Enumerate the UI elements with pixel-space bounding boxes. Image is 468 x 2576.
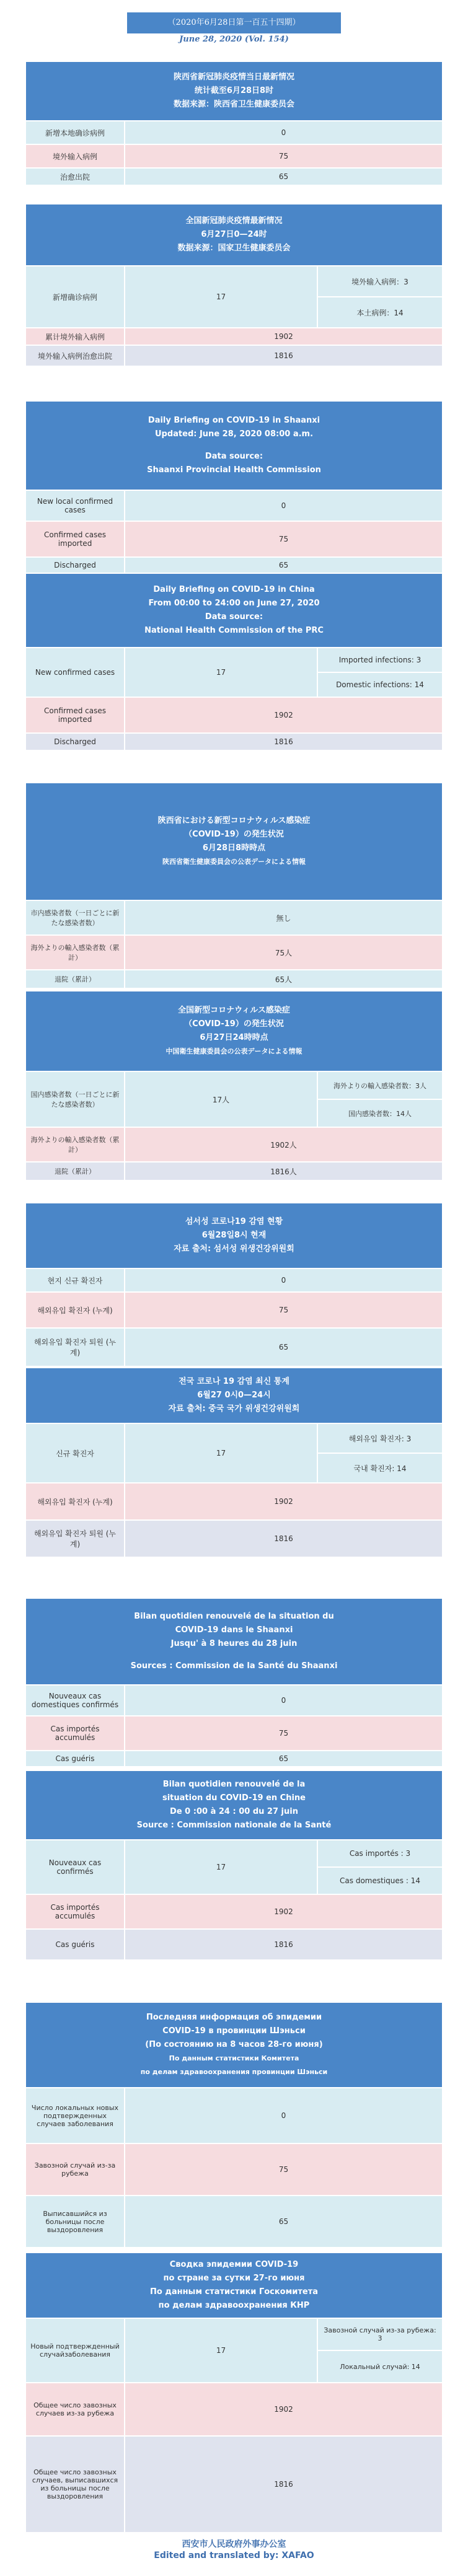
table-row: Discharged 1816 [26, 734, 442, 751]
zh-china-header: 全国新冠肺炎疫情最新情况 6月27日0—24时 数据来源：国家卫生健康委员会 [26, 204, 442, 266]
table-row: 治愈出院 65 [26, 169, 442, 186]
table-row: Новый подтвержденный случайзаболевания 17 Завозной случай из-за рубежа: 3 Локальный случай: 14 [26, 2319, 442, 2383]
table-row: Confirmed cases imported 1902 [26, 698, 442, 734]
ko-shaanxi-header: 섬서성 코로나19 감염 현황 6월28일8시 현재 자료 출처: 섬서성 위생건강위원회 [26, 1203, 442, 1269]
table-row: New local confirmed cases 0 [26, 491, 442, 522]
ru-shaanxi-header: Последняя информация об эпидемии COVID-19 в провинции Шэньси (По состоянию на 8 часов 28-го июня) По данным статистики Комитета по делам здравоохранения провинции Шэньси [26, 2003, 442, 2088]
table-row: Выписавшийся из больницы после выздоровления 65 [26, 2196, 442, 2248]
en-shaanxi-header: Daily Briefing on COVID-19 in Shaanxi Updated: June 28, 2020 08:00 a.m. Data source: Shaanxi Provincial Health Commission [26, 402, 442, 491]
table-row: Cas importés accumulés 75 [26, 1717, 442, 1751]
table-row: 新增确诊病例 17 境外输入病例：3 本土病例：14 [26, 266, 442, 328]
en-china-section [26, 574, 442, 751]
table-row: New confirmed cases 17 Imported infections: 3 Domestic infections: 14 [26, 648, 442, 698]
table-row: Общее число завозных случаев, выписавшихся из больницы после выздоровления 1816 [26, 2437, 442, 2533]
table-row: Число локальных новых подтвержденных случаев заболевания 0 [26, 2088, 442, 2144]
table-row: Nouveaux cas confirmés 17 Cas importés : 3 Cas domestiques : 14 [26, 1840, 442, 1895]
zh-china-section [26, 204, 442, 367]
ja-china-section [26, 991, 442, 1181]
office-name: 西安市人民政府外事办公室 [182, 2539, 286, 2549]
ko-china-header: 전국 코로나 19 감염 최신 통계 6월27 0시0—24시 자료 출처: 중국 국가 위생건강위원회 [26, 1368, 442, 1424]
issue-title: （2020年6月28日第一百五十四期） [127, 12, 341, 33]
table-row: 해외유입 확진자 (누계) 75 [26, 1293, 442, 1329]
fr-shaanxi-section [26, 1599, 442, 1767]
table-row: Cas guéris 1816 [26, 1930, 442, 1961]
table-row: 境外输入病例治愈出院 1816 [26, 346, 442, 367]
ru-china-header: Сводка эпидемии COVID-19 по стране за сутки 27-го июня По данным статистики Госкомитета по делам здравоохранения КНР [26, 2253, 442, 2319]
table-row: 退院（累計） 1816人 [26, 1163, 442, 1181]
en-china-header: Daily Briefing on COVID-19 in China From 00:00 to 24:00 on June 27, 2020 Data source: National Health Commission of the PRC [26, 574, 442, 648]
table-row: Cas guéris 65 [26, 1751, 442, 1767]
fr-shaanxi-header: Bilan quotidien renouvelé de la situation du COVID-19 dans le Shaanxi Jusqu' à 8 heures du 28 juin Sources : Commission de la Santé du Shaanxi [26, 1599, 442, 1686]
fr-china-header: Bilan quotidien renouvelé de la situation du COVID-19 en Chine De 0 :00 à 24 : 00 du 27 juin Source : Commission nationale de la Santé [26, 1771, 442, 1840]
table-row: Cas importés accumulés 1902 [26, 1895, 442, 1930]
table-row: 新增本地确诊病例 0 [26, 121, 442, 145]
ja-china-header: 全国新型コロナウィルス感染症 （COVID-19）の発生状況 6月27日24時時点 中国衛生健康委員会の公表データによる情報 [26, 991, 442, 1072]
table-row: 累计境外输入病例 1902 [26, 328, 442, 346]
translation-credit: Edited and translated by: XAFAO [154, 2551, 314, 2561]
issue-subtitle: June 28, 2020 (Vol. 154) [179, 35, 289, 44]
table-row: 市内感染者数（一日ごとに新たな感染者数） 無し [26, 901, 442, 936]
table-row: 현지 신규 확진자 0 [26, 1269, 442, 1293]
ko-china-section [26, 1368, 442, 1558]
table-row: 境外输入病例 75 [26, 145, 442, 169]
zh-shaanxi-header: 陕西省新冠肺炎疫情当日最新情况 统计截至6月28日8时 数据来源：陕西省卫生健康委员会 [26, 62, 442, 121]
table-row: Confirmed cases imported 75 [26, 522, 442, 558]
fr-china-section [26, 1771, 442, 1961]
table-row: 海外よりの輸入感染者数（累計） 1902人 [26, 1128, 442, 1163]
table-row: Завозной случай из-за рубежа 75 [26, 2144, 442, 2196]
table-row: Общее число завозных случаев из-за рубежа 1902 [26, 2383, 442, 2437]
table-row: 해외유입 확진자 (누계) 1902 [26, 1484, 442, 1521]
ko-shaanxi-section [26, 1203, 442, 1367]
table-row: 国内感染者数（一日ごとに新たな感染者数） 17人 海外よりの輸入感染者数：3人 国内感染者数：14人 [26, 1072, 442, 1128]
ru-china-section [26, 2253, 442, 2533]
ja-shaanxi-section [26, 783, 442, 989]
zh-shaanxi-section [26, 62, 442, 186]
en-shaanxi-section [26, 402, 442, 574]
table-row: 海外よりの輸入感染者数（累計） 75人 [26, 936, 442, 970]
ru-shaanxi-section [26, 2003, 442, 2248]
ja-shaanxi-header: 陝西省における新型コロナウィルス感染症 （COVID-19）の発生状況 6月28日8時時点 陝西省衛生健康委員会の公表データによる情報 [26, 783, 442, 901]
table-row: 해외유입 확진자 퇴원 (누계) 65 [26, 1329, 442, 1367]
table-row: 신규 확진자 17 해외유입 확진자: 3 국내 확진자: 14 [26, 1424, 442, 1484]
table-row: 해외유입 확진자 퇴원 (누계) 1816 [26, 1521, 442, 1558]
table-row: 退院（累計） 65人 [26, 970, 442, 989]
table-row: Nouveaux cas domestiques confirmés 0 [26, 1686, 442, 1717]
table-row: Discharged 65 [26, 558, 442, 574]
